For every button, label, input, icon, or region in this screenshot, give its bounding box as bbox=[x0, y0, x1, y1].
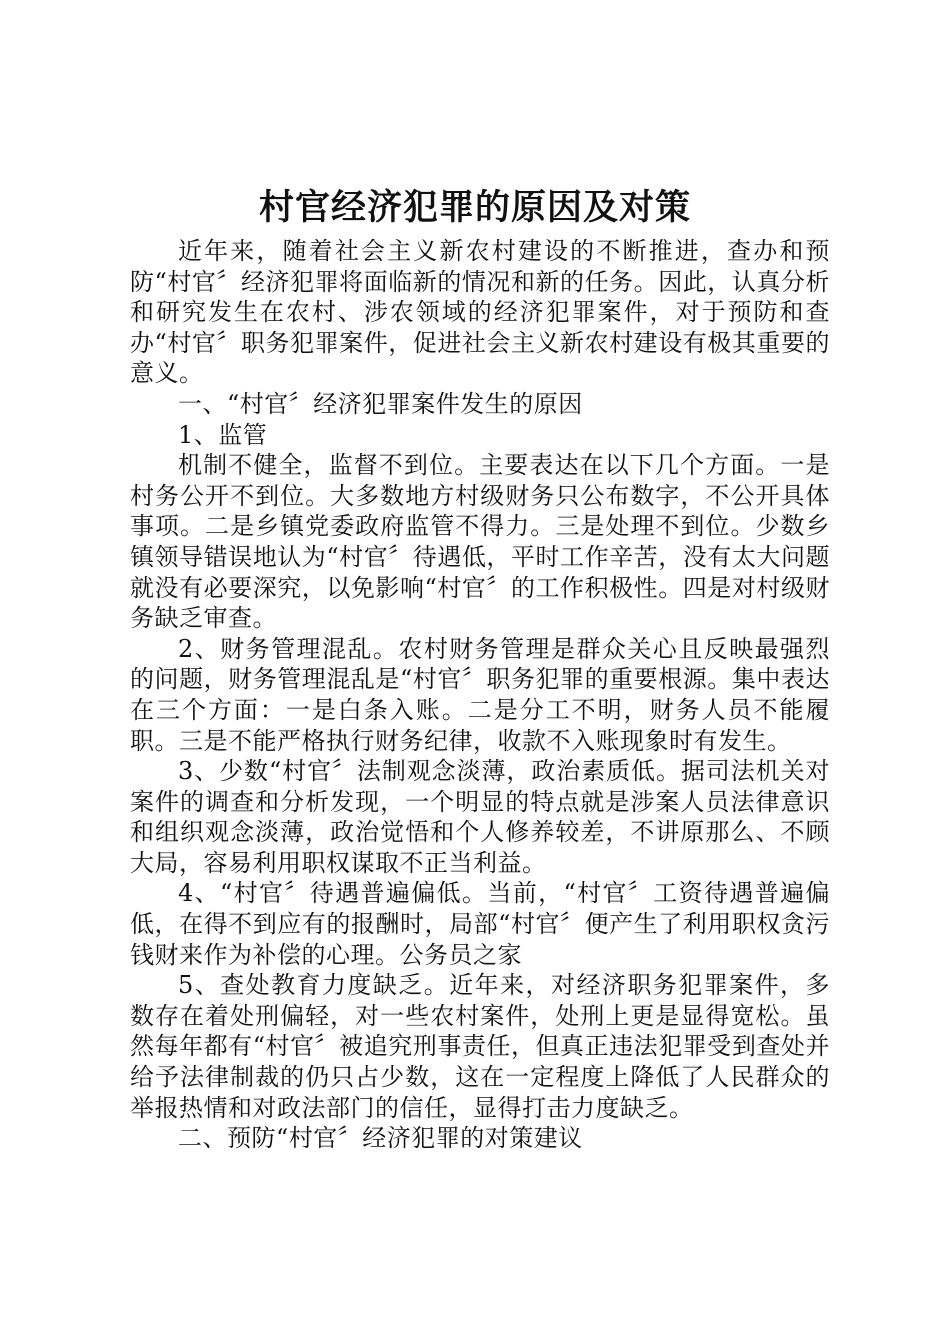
document-title: 村官经济犯罪的原因及对策 bbox=[258, 187, 691, 228]
list-item-finance: 2、财务管理混乱。农村财务管理是群众关心且反映最强烈的问题，财务管理混乱是“村官〞职务犯罪的重要根源。集中表达在三个方面：一是白条入账。二是分工不明，财务人员不能履职。三是不能严格执行财务纪律，收款不入账现象时有发生。 bbox=[130, 634, 830, 755]
list-item-legal-awareness: 3、少数“村官〞法制观念淡薄，政治素质低。据司法机关对案件的调查和分析发现，一个明显的特点就是涉案人员法律意识和组织观念淡薄，政治觉悟和个人修养较差，不讲原那么、不顾大局，容易利用职权谋取不正当利益。 bbox=[130, 757, 830, 877]
list-item-enforcement: 5、查处教育力度缺乏。近年来，对经济职务犯罪案件，多数存在着处刑偏轻，对一些农村案件，处刑上更是显得宽松。虽然每年都有“村官〞被追究刑事责任，但真正违法犯罪受到查处并给予法律制裁的仍只占少数，这在一定程度上降低了人民群众的举报热情和对政法部门的信任，显得打击力度缺乏。 bbox=[130, 971, 830, 1122]
section-heading-causes: 一、“村官〞经济犯罪案件发生的原因 bbox=[178, 389, 583, 418]
list-item-heading-1: 1、监管 bbox=[178, 420, 268, 449]
paragraph-intro: 近年来，随着社会主义新农村建设的不断推进，查办和预防“村官〞经济犯罪将面临新的情况和新的任务。因此，认真分析和研究发生在农村、涉农领域的经济犯罪案件，对于预防和查办“村官〞职务犯罪案件，促进社会主义新农村建设有极其重要的意义。 bbox=[130, 237, 830, 388]
paragraph-supervision: 机制不健全，监督不到位。主要表达在以下几个方面。一是村务公开不到位。大多数地方村级财务只公布数字，不公开具体事项。二是乡镇党委政府监管不得力。三是处理不到位。少数乡镇领导错误地认为“村官〞待遇低，平时工作辛苦，没有太大问题就没有必要深究，以免影响“村官〞的工作积极性。四是对村级财务缺乏审查。 bbox=[130, 451, 830, 633]
section-heading-countermeasures: 二、预防“村官〞经济犯罪的对策建议 bbox=[178, 1124, 583, 1153]
list-item-salary: 4、“村官〞待遇普遍偏低。当前，“村官〞工资待遇普遍偏低，在得不到应有的报酬时，局部“村官〞便产生了利用职权贪污钱财来作为补偿的心理。公务员之家 bbox=[130, 879, 830, 969]
document-body bbox=[130, 236, 830, 1154]
